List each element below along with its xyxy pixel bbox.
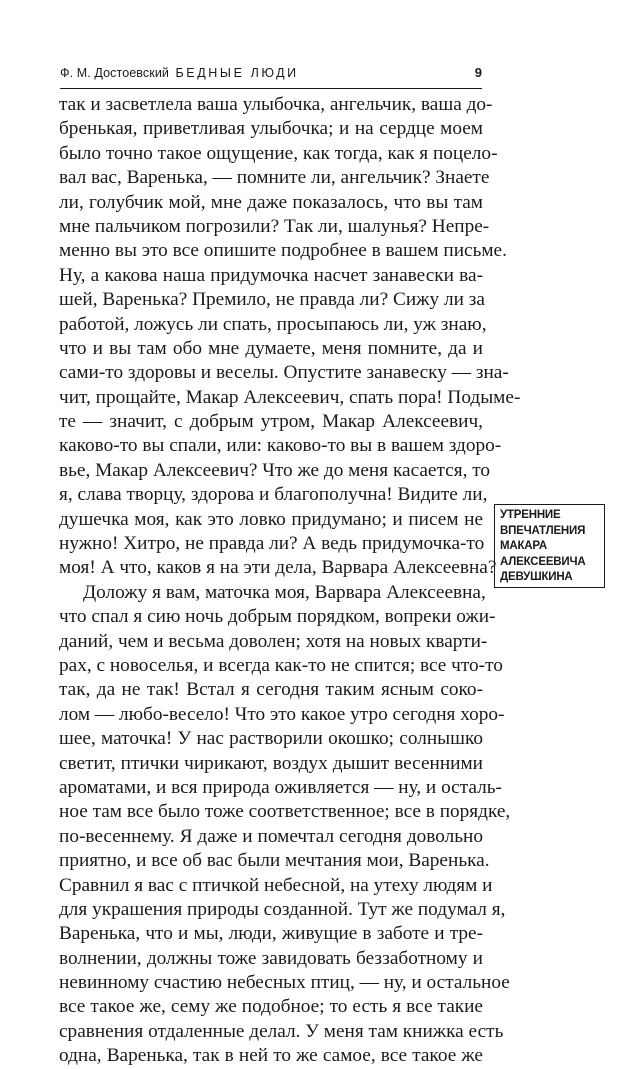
text-line: светит, птички чирикают, воздух дышит весенними (59, 752, 483, 774)
margin-note-line: МАКАРА (500, 540, 547, 553)
text-line: душечка моя, как это ловко придумано; и писем не (59, 508, 483, 530)
text-line: так, да не так! Встал я сегодня таким ясным соко- (59, 679, 483, 701)
text-line: Доложу я вам, маточка моя, Варвара Алексеевна, (83, 581, 486, 603)
text-line: невинному счастию небесных птиц, — ну, и остальное (59, 972, 510, 994)
page-number: 9 (474, 65, 482, 80)
text-line: моя! А что, каков я на эти дела, Варвара Алексеевна? (59, 557, 497, 579)
text-line: было точно такое ощущение, как тогда, как я поцело- (59, 142, 498, 164)
header-book-title: БЕДНЫЕ ЛЮДИ (175, 66, 299, 80)
header-rule (60, 88, 482, 89)
text-line: вал вас, Варенька, — помните ли, ангельчик? Знаете (59, 167, 490, 189)
text-line: даний, чем и весьма доволен; хотя на новых кварти- (59, 630, 488, 652)
running-header (60, 63, 482, 83)
text-line: так и засветлела ваша улыбочка, ангельчик, ваша до- (59, 94, 493, 115)
text-line: бренькая, приветливая улыбочка; и на сердце моем (59, 118, 483, 140)
text-line: работой, ложусь ли спать, просыпаюсь ли, уж знаю, (59, 313, 487, 335)
text-line: ароматами, и вся природа оживляется — ну, и осталь- (59, 776, 502, 798)
text-line: менно вы это все опишите подробнее в вашем письме. (59, 240, 507, 262)
text-line: приятно, и все об вас были мечтания мои, Варенька. (59, 850, 490, 872)
body-text (59, 93, 521, 1069)
text-line: лом — любо-весело! Что это какое утро сегодня хоро- (59, 703, 505, 725)
text-line: сами-то здоровы и веселы. Опустите занавеску — зна- (59, 362, 509, 384)
margin-note-line: УТРЕННИЕ (500, 509, 561, 521)
margin-note-line: ВПЕЧАТЛЕНИЯ (500, 524, 586, 537)
text-line: шее, маточка! У нас растворили окошко; солнышко (59, 728, 483, 750)
text-line: вье, Макар Алексеевич? Что же до меня касается, то (59, 459, 491, 481)
text-line: что спал я сию ночь добрым порядком, вопреки ожи- (59, 606, 496, 628)
text-line: шей, Варенька? Премило, не правда ли? Сижу ли за (59, 289, 485, 311)
header-author: Ф. М. Достоевский (60, 66, 169, 80)
text-line: одна, Варенька, так в ней то же самое, все такое же (59, 1045, 483, 1067)
margin-note-line: АЛЕКСЕЕВИЧА (500, 555, 586, 568)
text-line: нужно! Хитро, не правда ли? А ведь придумочка-то (59, 533, 485, 555)
margin-note-line: ДЕВУШКИНА (500, 571, 573, 584)
text-line: каково-то вы спали, или: каково-то вы в вашем здоро- (59, 435, 502, 457)
text-line: Сравнил я вас с птичкой небесной, на утеху людям и (59, 874, 493, 896)
text-line: сравнения отдаленные делал. У меня там книжка есть (59, 1020, 504, 1042)
margin-note-box (494, 504, 605, 588)
text-line: те — значит, с добрым утром, Макар Алексеевич, (59, 411, 483, 433)
text-line: Варенька, что и мы, люди, живущие в заботе и тре- (59, 923, 483, 945)
text-line: ли, голубчик мой, мне даже показалось, что вы там (59, 191, 483, 213)
text-line: ное там все было тоже соответственное; все в порядке, (59, 801, 511, 823)
text-line: для украшения природы созданной. Тут же подумал я, (59, 898, 506, 920)
text-line: волнении, должны тоже завидовать беззаботному и (59, 947, 483, 969)
text-line: по-весеннему. Я даже и помечтал сегодня довольно (59, 825, 483, 847)
text-line: я, слава творцу, здорова и благополучна! Видите ли, (59, 484, 488, 506)
text-line: рах, с новоселья, и всегда как-то не спится; все что-то (59, 654, 503, 676)
text-line: что и вы там обо мне думаете, меня помните, да и (59, 337, 483, 359)
text-line: Ну, а какова наша придумочка насчет занавески ва- (59, 264, 483, 286)
text-line: чит, прощайте, Макар Алексеевич, спать пора! Подыме- (59, 386, 521, 408)
text-line: мне пальчиком погрозили? Так ли, шалунья? Непре- (59, 215, 490, 237)
text-line: все такое же, сему же подобное; то есть я все такие (59, 996, 483, 1018)
